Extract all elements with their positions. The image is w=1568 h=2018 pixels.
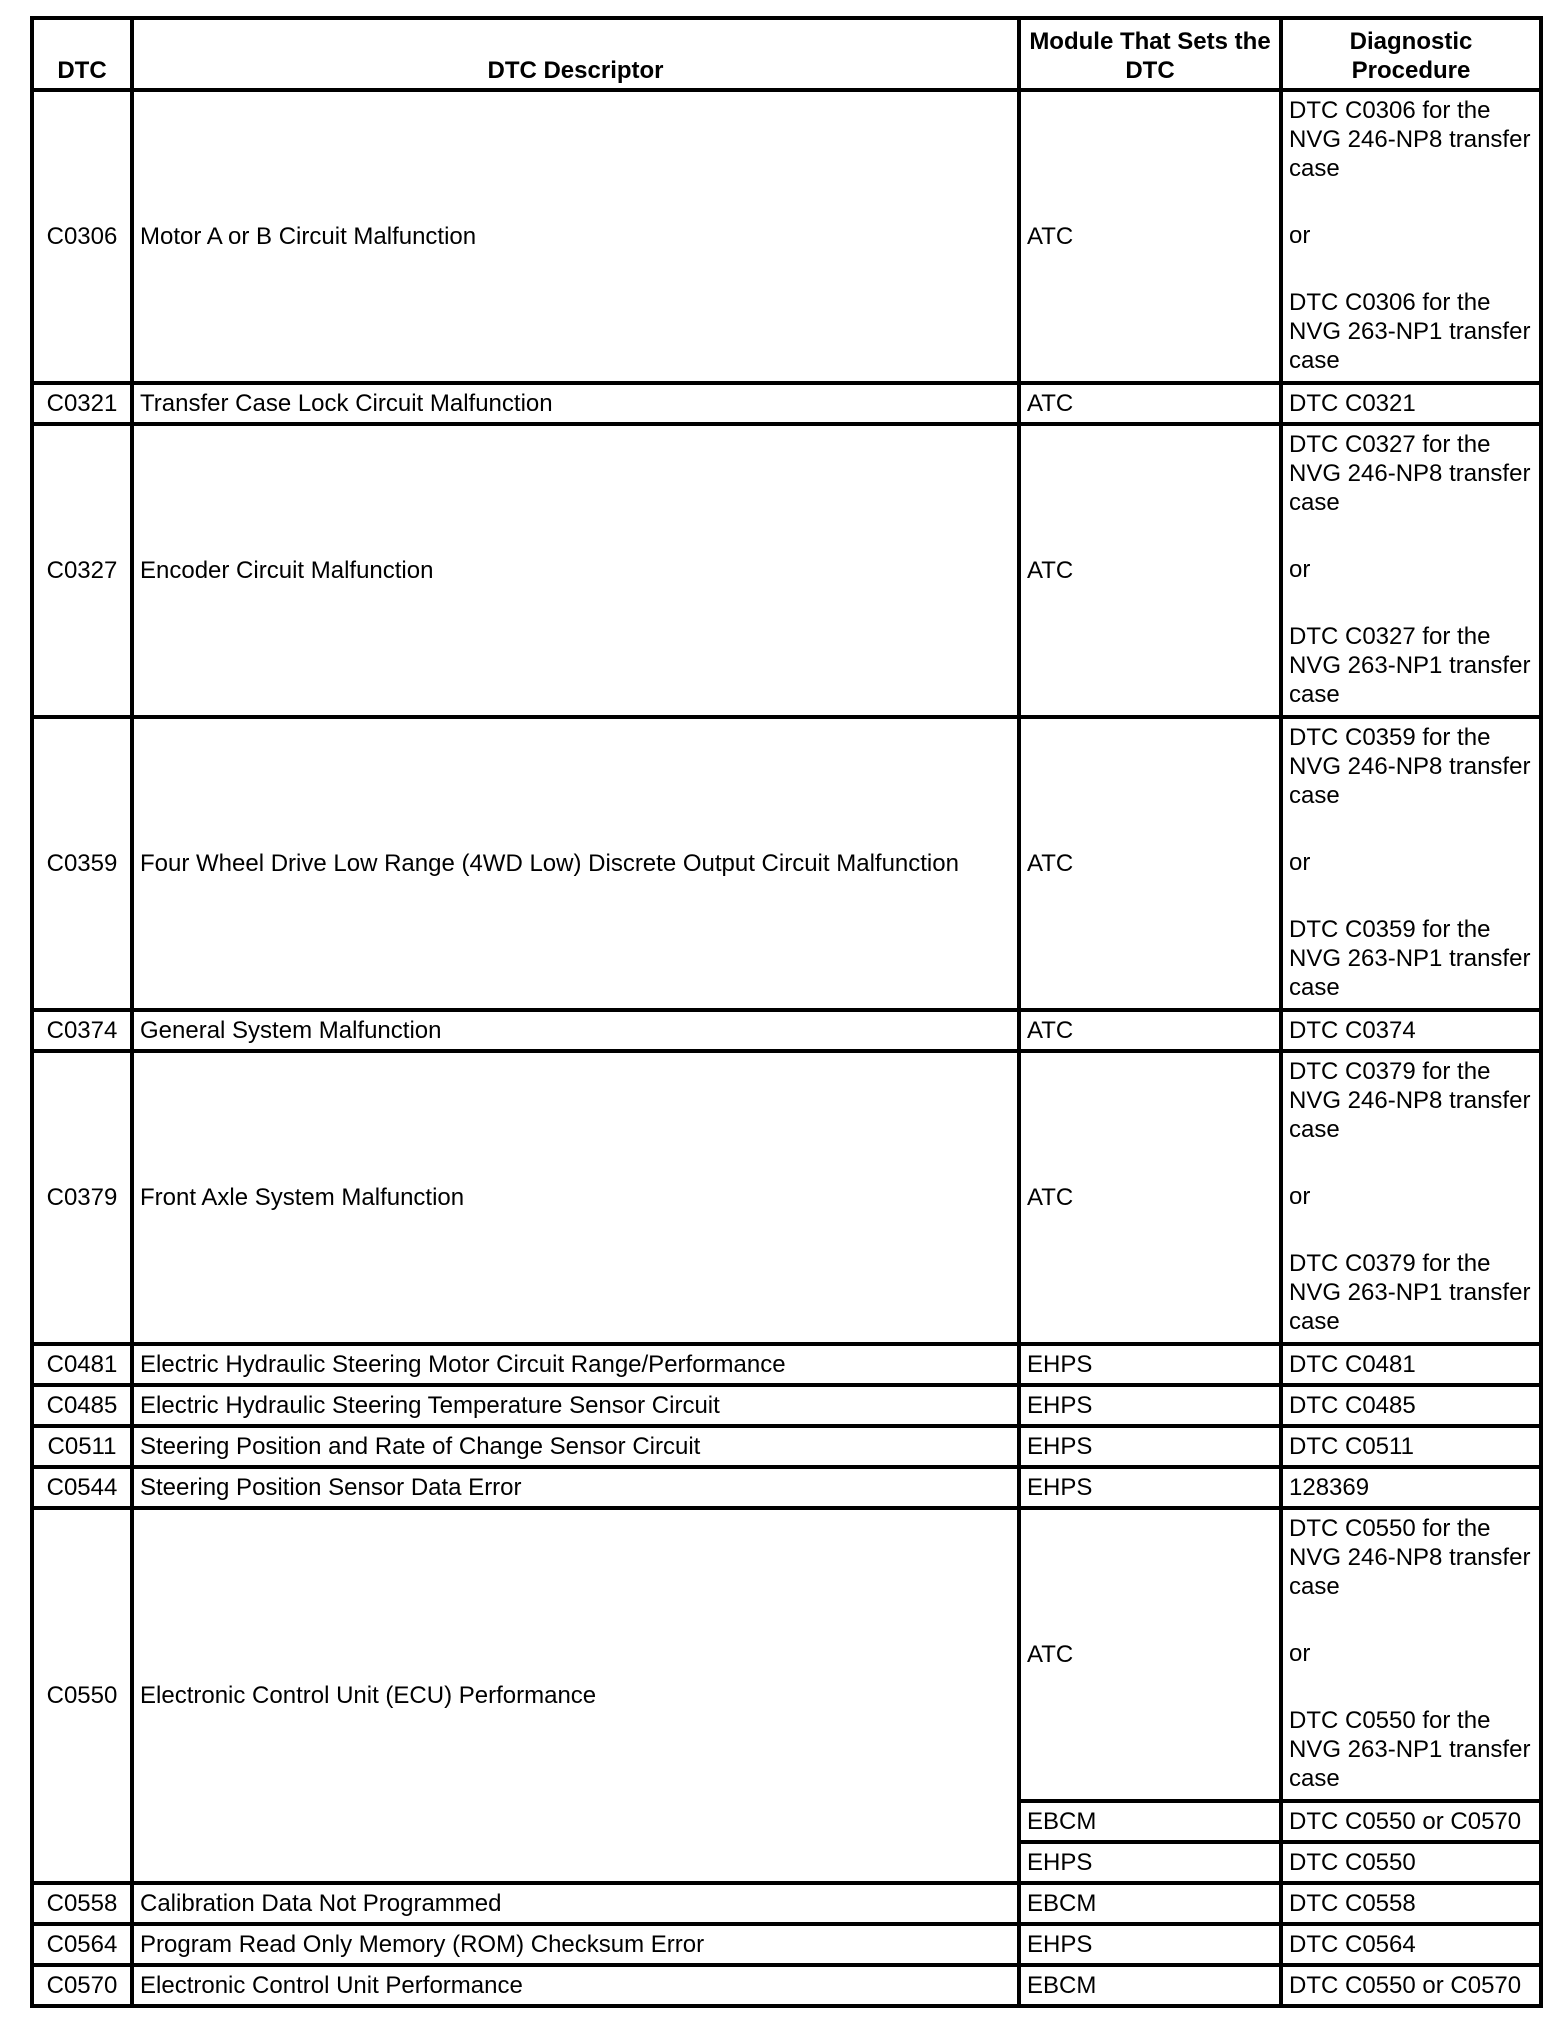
- procedure-or: or: [1289, 1183, 1311, 1210]
- dtc-code: C0359: [32, 717, 132, 1010]
- table-row: [32, 1426, 1541, 1467]
- procedure-cell: DTC C0511: [1281, 1426, 1541, 1467]
- dtc-code: C0570: [32, 1965, 132, 2006]
- table-row: [32, 1965, 1541, 2006]
- table-row: [32, 1883, 1541, 1924]
- procedure-cell: [1281, 1051, 1541, 1344]
- module-cell: ATC: [1019, 424, 1281, 717]
- dtc-descriptor: Electronic Control Unit (ECU) Performance: [132, 1508, 1019, 1883]
- module-cell: EHPS: [1019, 1842, 1281, 1883]
- dtc-descriptor: Motor A or B Circuit Malfunction: [132, 90, 1019, 383]
- module-cell: EBCM: [1019, 1965, 1281, 2006]
- table-row: [32, 717, 1541, 1010]
- dtc-code: C0558: [32, 1883, 132, 1924]
- procedure-option-b: DTC C0327 for the NVG 263-NP1 transfer case: [1289, 623, 1531, 708]
- dtc-table: [30, 16, 1543, 2008]
- procedure-cell: [1281, 717, 1541, 1010]
- procedure-option-a: DTC C0359 for the NVG 246-NP8 transfer case: [1289, 724, 1531, 809]
- procedure-option-b: DTC C0550 for the NVG 263-NP1 transfer case: [1289, 1707, 1531, 1792]
- dtc-code: C0374: [32, 1010, 132, 1051]
- table-row: [32, 1385, 1541, 1426]
- procedure-cell: DTC C0550: [1281, 1842, 1541, 1883]
- table-row: [32, 383, 1541, 424]
- dtc-descriptor: Steering Position and Rate of Change Sensor Circuit: [132, 1426, 1019, 1467]
- procedure-or: or: [1289, 556, 1311, 583]
- procedure-or: or: [1289, 222, 1311, 249]
- dtc-code: C0550: [32, 1508, 132, 1883]
- procedure-cell: DTC C0550 or C0570: [1281, 1801, 1541, 1842]
- dtc-descriptor: Electronic Control Unit Performance: [132, 1965, 1019, 2006]
- dtc-descriptor: Four Wheel Drive Low Range (4WD Low) Discrete Output Circuit Malfunction: [132, 717, 1019, 1010]
- dtc-code: C0544: [32, 1467, 132, 1508]
- procedure-cell: DTC C0481: [1281, 1344, 1541, 1385]
- table-row: [32, 1924, 1541, 1965]
- module-cell: EHPS: [1019, 1467, 1281, 1508]
- procedure-cell: [1281, 424, 1541, 717]
- procedure-option-a: DTC C0306 for the NVG 246-NP8 transfer case: [1289, 97, 1531, 182]
- dtc-code: C0321: [32, 383, 132, 424]
- procedure-option-b: DTC C0306 for the NVG 263-NP1 transfer case: [1289, 289, 1531, 374]
- procedure-cell: DTC C0564: [1281, 1924, 1541, 1965]
- dtc-descriptor: Transfer Case Lock Circuit Malfunction: [132, 383, 1019, 424]
- dtc-descriptor: Program Read Only Memory (ROM) Checksum Error: [132, 1924, 1019, 1965]
- table-row: [32, 1051, 1541, 1344]
- table-row: [32, 424, 1541, 717]
- header-row: [32, 18, 1541, 90]
- module-cell: ATC: [1019, 717, 1281, 1010]
- module-cell: EHPS: [1019, 1344, 1281, 1385]
- procedure-cell: 128369: [1281, 1467, 1541, 1508]
- procedure-option-b: DTC C0359 for the NVG 263-NP1 transfer case: [1289, 916, 1531, 1001]
- procedure-cell: DTC C0321: [1281, 383, 1541, 424]
- table-row: [32, 1010, 1541, 1051]
- procedure-cell: [1281, 1508, 1541, 1801]
- module-cell: ATC: [1019, 1051, 1281, 1344]
- dtc-descriptor: Front Axle System Malfunction: [132, 1051, 1019, 1344]
- procedure-cell: [1281, 90, 1541, 383]
- dtc-descriptor: Electric Hydraulic Steering Motor Circuit Range/Performance: [132, 1344, 1019, 1385]
- procedure-option-b: DTC C0379 for the NVG 263-NP1 transfer case: [1289, 1250, 1531, 1335]
- dtc-code: C0511: [32, 1426, 132, 1467]
- procedure-option-a: DTC C0550 for the NVG 246-NP8 transfer case: [1289, 1515, 1531, 1600]
- dtc-code: C0481: [32, 1344, 132, 1385]
- dtc-descriptor: Encoder Circuit Malfunction: [132, 424, 1019, 717]
- module-cell: EHPS: [1019, 1426, 1281, 1467]
- procedure-cell: DTC C0485: [1281, 1385, 1541, 1426]
- table-row: [32, 90, 1541, 383]
- dtc-code: C0485: [32, 1385, 132, 1426]
- module-cell: EHPS: [1019, 1385, 1281, 1426]
- dtc-code: C0379: [32, 1051, 132, 1344]
- module-cell: ATC: [1019, 383, 1281, 424]
- module-cell: ATC: [1019, 90, 1281, 383]
- dtc-code: C0327: [32, 424, 132, 717]
- dtc-descriptor: Steering Position Sensor Data Error: [132, 1467, 1019, 1508]
- header-module: Module That Sets the DTC: [1019, 18, 1281, 90]
- procedure-option-a: DTC C0379 for the NVG 246-NP8 transfer case: [1289, 1058, 1531, 1143]
- procedure-option-a: DTC C0327 for the NVG 246-NP8 transfer case: [1289, 431, 1531, 516]
- dtc-code: C0306: [32, 90, 132, 383]
- dtc-descriptor: General System Malfunction: [132, 1010, 1019, 1051]
- header-descriptor: DTC Descriptor: [132, 18, 1019, 90]
- table-row: [32, 1344, 1541, 1385]
- header-dtc: DTC: [32, 18, 132, 90]
- procedure-cell: DTC C0374: [1281, 1010, 1541, 1051]
- module-cell: ATC: [1019, 1010, 1281, 1051]
- module-cell: ATC: [1019, 1508, 1281, 1801]
- module-cell: EBCM: [1019, 1801, 1281, 1842]
- module-cell: EBCM: [1019, 1883, 1281, 1924]
- table-row: [32, 1467, 1541, 1508]
- dtc-descriptor: Electric Hydraulic Steering Temperature Sensor Circuit: [132, 1385, 1019, 1426]
- table-row: [32, 1508, 1541, 1801]
- module-cell: EHPS: [1019, 1924, 1281, 1965]
- procedure-or: or: [1289, 849, 1311, 876]
- procedure-cell: DTC C0550 or C0570: [1281, 1965, 1541, 2006]
- procedure-or: or: [1289, 1640, 1311, 1667]
- procedure-cell: DTC C0558: [1281, 1883, 1541, 1924]
- dtc-code: C0564: [32, 1924, 132, 1965]
- dtc-descriptor: Calibration Data Not Programmed: [132, 1883, 1019, 1924]
- header-procedure: Diagnostic Procedure: [1281, 18, 1541, 90]
